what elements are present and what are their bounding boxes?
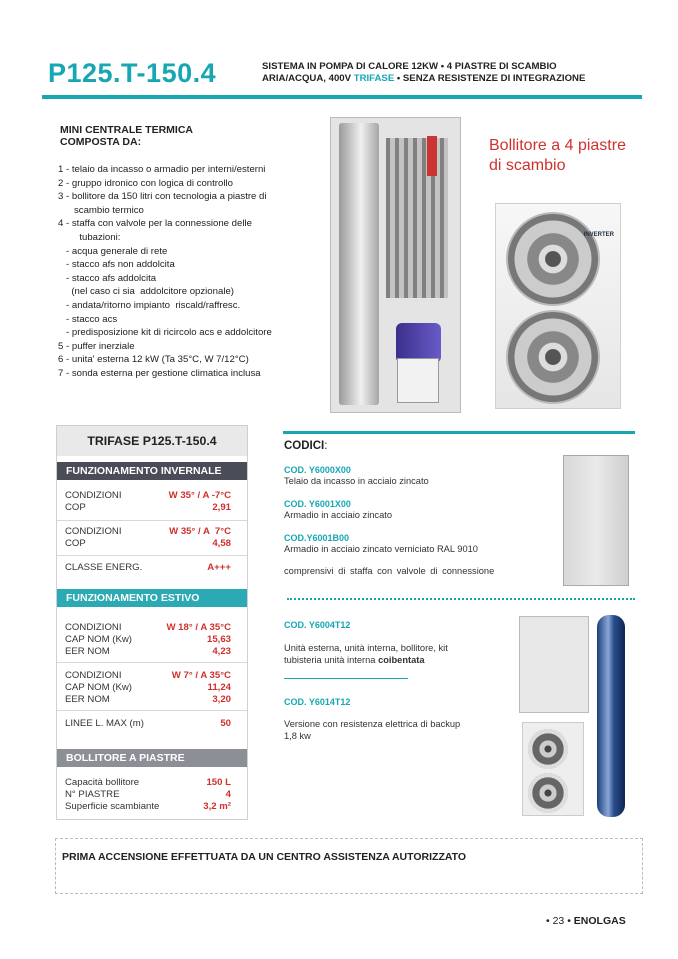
- spec-labels: CONDIZIONI CAP NOM (Kw) EER NOM: [65, 670, 132, 705]
- composition-item: 5 - puffer inerziale: [58, 340, 135, 352]
- winter-header: FUNZIONAMENTO INVERNALE: [57, 462, 247, 480]
- composition-item: 4 - staffa con valvole per la connessione delle: [58, 218, 252, 230]
- indoor-unit-small-photo: [519, 616, 589, 713]
- boiler-label-line: Bollitore a 4 piastre: [489, 137, 626, 154]
- dotted-divider: [287, 598, 635, 600]
- spec-values: W 35° / A -7°C 2,91: [168, 490, 231, 513]
- subtitle-line-2: [262, 73, 585, 85]
- subtitle-line-1: SISTEMA IN POMPA DI CALORE 12KW • 4 PIASTRE DI SCAMBIO: [262, 61, 557, 72]
- max-lines-label: LINEE L. MAX (m): [65, 718, 144, 729]
- boiler-cylinder-photo: [597, 615, 625, 817]
- codes-title-colon: :: [324, 440, 328, 452]
- composition-item: 3 - bollitore da 150 litri con tecnologia a piastre di: [58, 191, 267, 203]
- fan-icon: [528, 729, 568, 769]
- spec-table-title: TRIFASE P125.T-150.4: [57, 426, 247, 456]
- spec-labels: CONDIZIONI CAP NOM (Kw) EER NOM: [65, 622, 132, 657]
- codes-title: [284, 440, 327, 452]
- notice-box: [55, 838, 643, 894]
- spec-values: 150 L 4 3,2 m²: [203, 777, 231, 812]
- subtitle-highlight: TRIFASE: [353, 73, 395, 84]
- composition-item: 1 - telaio da incasso o armadio per interni/esterni: [58, 164, 266, 175]
- composition-item: - stacco afs addolcita: [58, 272, 157, 284]
- code-description: Versione con resistenza elettrica di backup 1,8 kw: [284, 719, 461, 741]
- composition-heading: [60, 124, 260, 148]
- outdoor-unit-small-photo: [522, 722, 584, 816]
- fan-icon: [506, 310, 600, 404]
- composition-heading-line: MINI CENTRALE TERMICA: [60, 124, 193, 136]
- code-description-bold: coibentata: [378, 654, 425, 665]
- divider: [57, 520, 247, 521]
- code-label: COD. Y6014T12: [284, 697, 351, 707]
- control-box-illustration: [397, 358, 439, 403]
- tank-illustration: [339, 123, 379, 405]
- composition-item: - predisposizione kit di ricircolo acs e addolcitore: [58, 327, 272, 339]
- boiler-label-line: di scambio: [489, 157, 566, 174]
- indoor-unit-photo: [330, 117, 461, 413]
- composition-item: - stacco acs: [58, 313, 118, 325]
- valve-illustration: [427, 136, 437, 176]
- composition-item: 7 - sonda esterna per gestione climatica inclusa: [58, 367, 261, 379]
- composition-heading-line: COMPOSTA DA:: [60, 136, 142, 148]
- fan-icon: [506, 212, 600, 306]
- spec-labels: Capacità bollitore N° PIASTRE Superficie scambiante: [65, 777, 160, 812]
- spec-labels: CONDIZIONI COP: [65, 526, 122, 549]
- page-number: • 23 •: [546, 915, 574, 927]
- composition-item: 2 - gruppo idronico con logica di controllo: [58, 177, 233, 189]
- code-label: COD. Y6000X00: [284, 465, 351, 475]
- boiler-header: BOLLITORE A PIASTRE: [57, 749, 247, 767]
- composition-item: - acqua generale di rete: [58, 245, 168, 257]
- composition-list: [58, 163, 318, 381]
- fan-icon: [528, 773, 568, 813]
- spec-values: W 18° / A 35°C 15,63 4,23: [166, 622, 231, 657]
- cabinet-photo: [563, 455, 629, 586]
- composition-item: - stacco afs non addolcita: [58, 259, 175, 271]
- header-divider: [42, 95, 642, 99]
- code-note: comprensivi di staffa con valvole di connessione: [284, 566, 495, 576]
- code-label: COD.Y6001B00: [284, 533, 350, 543]
- product-subtitle: [262, 61, 585, 85]
- max-lines-value: 50: [220, 718, 231, 729]
- energy-class-value: A+++: [207, 562, 231, 573]
- codes-title-text: CODICI: [284, 440, 325, 452]
- code-description: Armadio in acciaio zincato: [284, 510, 392, 520]
- code-label: COD. Y6004T12: [284, 620, 351, 630]
- code-description: [284, 643, 484, 666]
- page-footer: [546, 915, 626, 927]
- divider: [57, 710, 247, 711]
- energy-class-label: CLASSE ENERG.: [65, 562, 143, 573]
- spec-values: W 7° / A 35°C 11,24 3,20: [171, 670, 231, 705]
- outdoor-unit-photo: [495, 203, 621, 409]
- code-description-text: Unità esterna, unità interna, bollitore, kit tubisteria unità interna: [284, 643, 448, 665]
- short-divider: [284, 678, 408, 679]
- subtitle-part: ARIA/ACQUA, 400V: [262, 73, 354, 84]
- boiler-label: [489, 136, 649, 176]
- pipes-illustration: [386, 138, 448, 298]
- composition-item: scambio termico: [58, 204, 144, 216]
- code-description: Armadio in acciaio zincato verniciato RAL 9010: [284, 544, 478, 554]
- outdoor-brand-logo: INVERTER: [583, 232, 614, 238]
- subtitle-part: • SENZA RESISTENZE DI INTEGRAZIONE: [394, 73, 586, 84]
- spec-labels: CONDIZIONI COP: [65, 490, 122, 513]
- divider: [57, 662, 247, 663]
- notice-text: PRIMA ACCENSIONE EFFETTUATA DA UN CENTRO ASSISTENZA AUTORIZZATO: [62, 851, 467, 863]
- composition-item: tubazioni:: [58, 231, 121, 243]
- codes-divider: [283, 431, 635, 434]
- composition-item: (nel caso ci sia addolcitore opzionale): [58, 286, 234, 298]
- spec-values: W 35° / A 7°C 4,58: [169, 526, 231, 549]
- summer-header: FUNZIONAMENTO ESTIVO: [57, 589, 247, 607]
- puffer-illustration: [396, 323, 441, 363]
- divider: [57, 555, 247, 556]
- footer-brand: ENOLGAS: [573, 915, 626, 927]
- code-description: Telaio da incasso in acciaio zincato: [284, 476, 429, 486]
- product-title: P125.T-150.4: [48, 58, 217, 88]
- code-label: COD. Y6001X00: [284, 499, 351, 509]
- composition-item: - andata/ritorno impianto riscald/raffresc.: [58, 299, 241, 311]
- composition-item: 6 - unita' esterna 12 kW (Ta 35°C, W 7/12°C): [58, 354, 249, 366]
